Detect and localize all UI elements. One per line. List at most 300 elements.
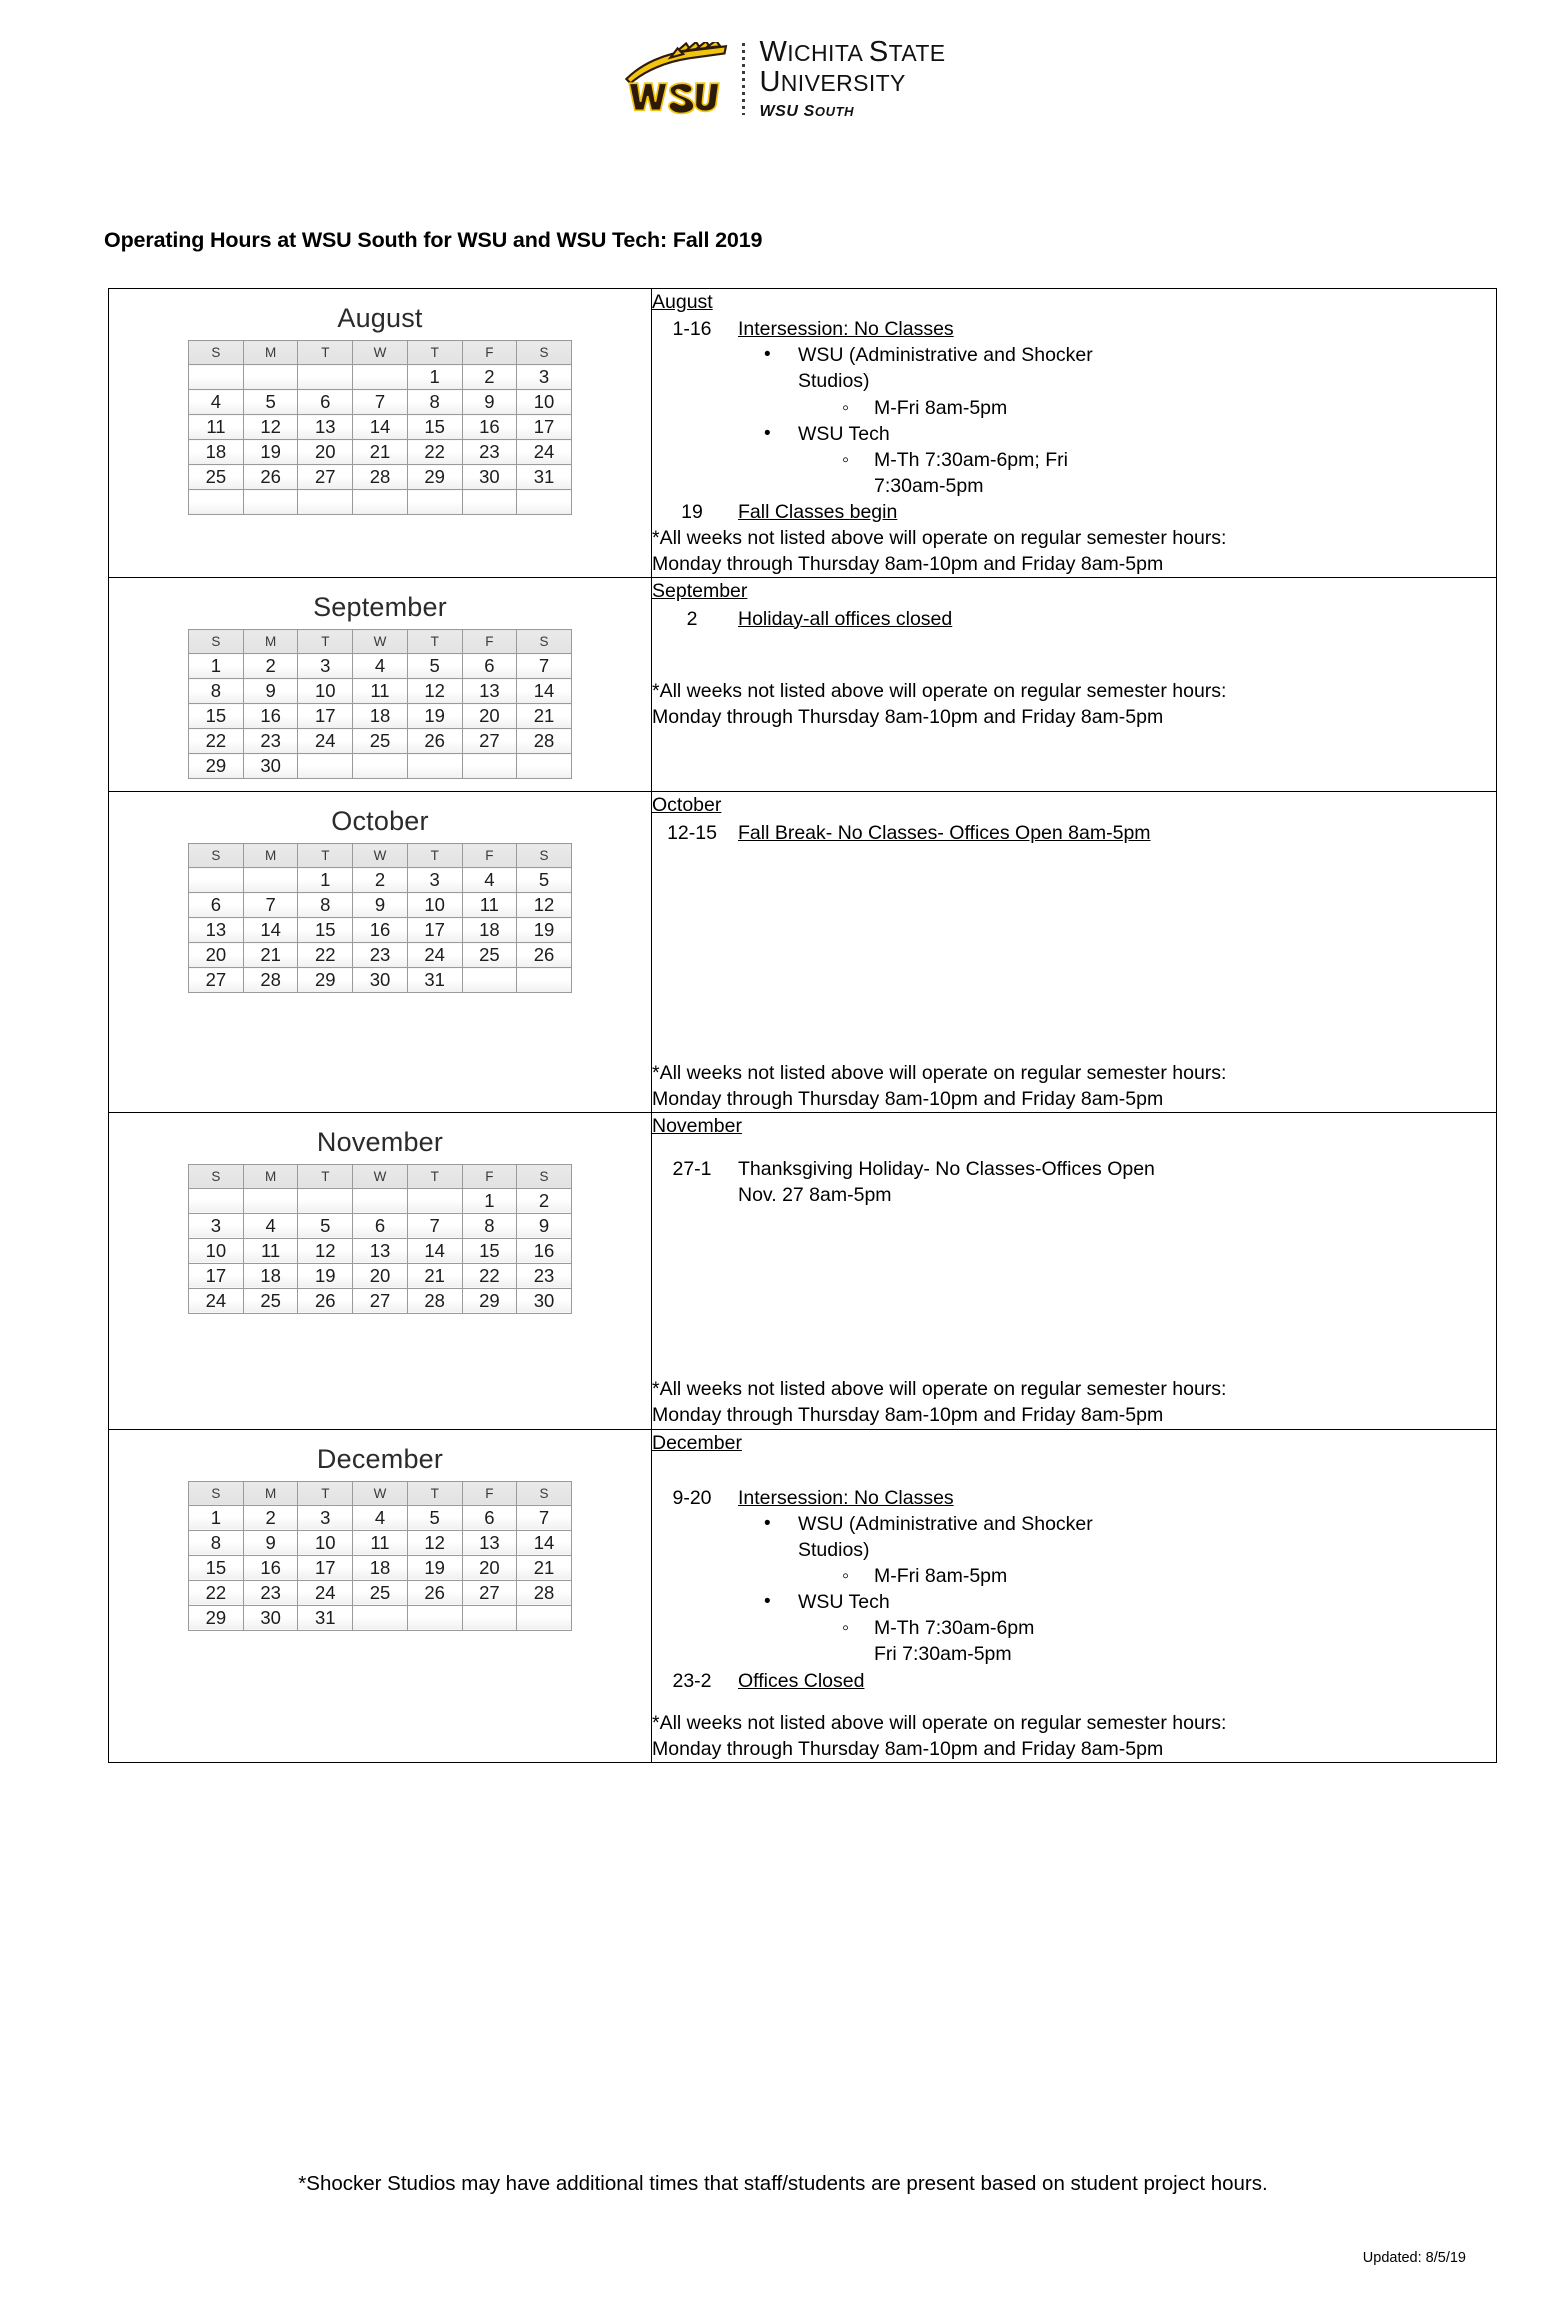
- calendar-week-row: [189, 943, 572, 968]
- calendar-week-row: [189, 868, 572, 893]
- day-cell: 25: [243, 1288, 298, 1313]
- day-cell: 18: [353, 704, 408, 729]
- month-heading-september: September: [652, 580, 748, 603]
- wsu-shocker-logo-icon: [620, 42, 728, 116]
- day-cell: 26: [517, 943, 572, 968]
- day-cell: [353, 754, 408, 779]
- calendar-grid-august: [188, 340, 572, 515]
- weekday-we: W: [353, 844, 408, 868]
- regular-hours-line1: *All weeks not listed above will operate on regular semester hours:: [652, 1378, 1227, 1401]
- day-cell: 13: [462, 1530, 517, 1555]
- day-cell: 22: [298, 943, 353, 968]
- day-cell: [407, 490, 462, 515]
- weekday-we: W: [353, 630, 408, 654]
- event-row-august-2: [652, 499, 1496, 525]
- day-cell: 30: [462, 465, 517, 490]
- day-cell: 2: [462, 365, 517, 390]
- day-cell: [298, 490, 353, 515]
- day-cell: 1: [189, 1505, 244, 1530]
- regular-hours-line1: *All weeks not listed above will operate on regular semester hours:: [652, 1061, 1227, 1084]
- regular-hours-note-november: [652, 1376, 1496, 1428]
- sub-bullets: [798, 1615, 1198, 1667]
- day-cell: 26: [407, 729, 462, 754]
- calendar-week-row: [189, 1555, 572, 1580]
- weekday-su: S: [189, 1164, 244, 1188]
- day-cell: [298, 1188, 353, 1213]
- page-title: Operating Hours at WSU South for WSU and WSU Tech: Fall 2019: [104, 228, 763, 252]
- day-cell: 17: [407, 918, 462, 943]
- day-cell: 25: [353, 1580, 408, 1605]
- notes-cell-october: [652, 792, 1497, 1113]
- sub-bullet-text-cont: 7:30am-5pm: [874, 474, 984, 497]
- sub-bullet-text: ◦ M-Fri 8am-5pm: [874, 395, 1198, 421]
- calendar-week-row: [189, 1238, 572, 1263]
- day-cell: 22: [189, 729, 244, 754]
- list-item: [798, 1589, 1198, 1667]
- day-cell: 3: [517, 365, 572, 390]
- event-description-line1: Thanksgiving Holiday- No Classes-Offices Open: [738, 1158, 1155, 1180]
- event-description: Fall Classes begin: [738, 501, 898, 523]
- day-cell: 23: [243, 729, 298, 754]
- event-row-december-1: [652, 1485, 1496, 1511]
- day-cell: 21: [517, 1555, 572, 1580]
- day-cell: 23: [517, 1263, 572, 1288]
- day-cell: 17: [298, 1555, 353, 1580]
- sub-bullets: [798, 1563, 1198, 1589]
- day-cell: 17: [189, 1263, 244, 1288]
- day-cell: 14: [243, 918, 298, 943]
- day-cell: [353, 1605, 408, 1630]
- day-cell: [189, 868, 244, 893]
- table-row-november: [109, 1112, 1497, 1429]
- regular-hours-note-september: [652, 678, 1496, 730]
- day-cell: 12: [407, 679, 462, 704]
- event-bullets-december: [652, 1511, 1496, 1668]
- calendar-weekday-header-row: [189, 1164, 572, 1188]
- day-cell: [353, 365, 408, 390]
- regular-hours-note-october: [652, 1060, 1496, 1112]
- spacer: [652, 1140, 1496, 1156]
- day-cell: 27: [462, 729, 517, 754]
- day-cell: [243, 1188, 298, 1213]
- day-cell: 2: [517, 1188, 572, 1213]
- day-cell: 26: [298, 1288, 353, 1313]
- day-cell: 20: [189, 943, 244, 968]
- day-cell: 4: [462, 868, 517, 893]
- day-cell: 10: [189, 1238, 244, 1263]
- bullet-text-cont: Studios): [798, 370, 870, 393]
- weekday-we: W: [353, 341, 408, 365]
- day-cell: 18: [189, 440, 244, 465]
- day-cell: 8: [298, 893, 353, 918]
- day-cell: 7: [243, 893, 298, 918]
- day-cell: 29: [189, 754, 244, 779]
- day-cell: 1: [462, 1188, 517, 1213]
- day-cell: [407, 1605, 462, 1630]
- day-cell: 30: [353, 968, 408, 993]
- day-cell: 8: [407, 390, 462, 415]
- day-cell: 13: [353, 1238, 408, 1263]
- weekday-fr: F: [462, 341, 517, 365]
- calendar-weekday-header-row: [189, 341, 572, 365]
- weekday-tu: T: [298, 341, 353, 365]
- campus-name: WSU SOUTH: [759, 103, 855, 121]
- spacer: [652, 846, 1496, 1060]
- month-heading-december: December: [652, 1431, 742, 1454]
- day-cell: 15: [462, 1238, 517, 1263]
- weekday-fr: F: [462, 844, 517, 868]
- weekday-mo: M: [243, 1481, 298, 1505]
- day-cell: 12: [243, 415, 298, 440]
- day-cell: 5: [407, 1505, 462, 1530]
- event-bullets-august: [652, 342, 1496, 499]
- day-cell: [298, 754, 353, 779]
- calendar-week-row: [189, 440, 572, 465]
- weekday-mo: M: [243, 1164, 298, 1188]
- day-cell: 25: [353, 729, 408, 754]
- calendar-week-row: [189, 1288, 572, 1313]
- day-cell: 23: [353, 943, 408, 968]
- event-row-september-1: [652, 606, 1496, 632]
- day-cell: 27: [189, 968, 244, 993]
- day-cell: 11: [189, 415, 244, 440]
- day-cell: [353, 1188, 408, 1213]
- day-cell: [517, 1605, 572, 1630]
- day-cell: 19: [407, 704, 462, 729]
- day-cell: 29: [407, 465, 462, 490]
- day-cell: 28: [243, 968, 298, 993]
- day-cell: 14: [517, 679, 572, 704]
- day-cell: 16: [243, 1555, 298, 1580]
- table-row-december: [109, 1429, 1497, 1762]
- weekday-fr: F: [462, 1481, 517, 1505]
- event-date: 9-20: [672, 1486, 712, 1509]
- day-cell: 15: [298, 918, 353, 943]
- calendar-cell-september: [109, 578, 652, 792]
- logo-divider: [742, 43, 745, 115]
- regular-hours-note-august: [652, 525, 1496, 577]
- calendar-week-row: [189, 465, 572, 490]
- weekday-su: S: [189, 1481, 244, 1505]
- event-date: 12-15: [667, 821, 717, 844]
- day-cell: 15: [189, 704, 244, 729]
- day-cell: 23: [243, 1580, 298, 1605]
- day-cell: 24: [407, 943, 462, 968]
- updated-date: Updated: 8/5/19: [1362, 2250, 1466, 2266]
- month-heading-october: October: [652, 794, 722, 817]
- day-cell: 16: [353, 918, 408, 943]
- spacer: [652, 1208, 1496, 1376]
- calendar-cell-december: [109, 1429, 652, 1762]
- day-cell: [243, 868, 298, 893]
- calendar-grid-september: [188, 629, 572, 779]
- day-cell: 19: [407, 1555, 462, 1580]
- day-cell: 7: [407, 1213, 462, 1238]
- day-cell: 13: [462, 679, 517, 704]
- calendar-week-row: [189, 365, 572, 390]
- spacer: [652, 1457, 1496, 1485]
- day-cell: 27: [462, 1580, 517, 1605]
- event-row-november-1: [652, 1156, 1496, 1208]
- footer-note: *Shocker Studios may have additional times that staff/students are present based on student project hours.: [298, 2172, 1268, 2195]
- day-cell: 2: [243, 654, 298, 679]
- day-cell: 9: [353, 893, 408, 918]
- day-cell: 7: [353, 390, 408, 415]
- calendar-week-row: [189, 729, 572, 754]
- regular-hours-line1: *All weeks not listed above will operate on regular semester hours:: [652, 527, 1227, 550]
- day-cell: 5: [517, 868, 572, 893]
- weekday-tu: T: [298, 1481, 353, 1505]
- day-cell: 12: [517, 893, 572, 918]
- day-cell: 6: [462, 1505, 517, 1530]
- day-cell: 9: [243, 679, 298, 704]
- day-cell: 22: [189, 1580, 244, 1605]
- day-cell: 24: [189, 1288, 244, 1313]
- day-cell: 4: [353, 1505, 408, 1530]
- day-cell: 16: [517, 1238, 572, 1263]
- table-row-august: [109, 289, 1497, 578]
- sub-bullet-text: ◦ M-Th 7:30am-6pm; Fri: [874, 447, 1198, 473]
- day-cell: 3: [298, 1505, 353, 1530]
- notes-cell-december: [652, 1429, 1497, 1762]
- day-cell: [353, 490, 408, 515]
- day-cell: 3: [189, 1213, 244, 1238]
- regular-hours-line2: Monday through Thursday 8am-10pm and Friday 8am-5pm: [652, 1737, 1164, 1760]
- sub-bullets: [798, 395, 1198, 421]
- sub-bullet-text: ◦ M-Fri 8am-5pm: [874, 1563, 1198, 1589]
- weekday-mo: M: [243, 630, 298, 654]
- day-cell: [189, 365, 244, 390]
- calendar-weekday-header-row: [189, 844, 572, 868]
- calendar-week-row: [189, 754, 572, 779]
- calendar-week-row: [189, 1530, 572, 1555]
- calendar-week-row: [189, 918, 572, 943]
- day-cell: 11: [353, 1530, 408, 1555]
- day-cell: 21: [517, 704, 572, 729]
- calendar-weekday-header-row: [189, 630, 572, 654]
- sub-bullets: [798, 447, 1198, 499]
- day-cell: 16: [243, 704, 298, 729]
- day-cell: 8: [462, 1213, 517, 1238]
- day-cell: 5: [243, 390, 298, 415]
- day-cell: 16: [462, 415, 517, 440]
- day-cell: 15: [407, 415, 462, 440]
- calendar-week-row: [189, 1580, 572, 1605]
- day-cell: 10: [407, 893, 462, 918]
- day-cell: 14: [353, 415, 408, 440]
- calendar-title-october: October: [331, 806, 429, 837]
- day-cell: [462, 968, 517, 993]
- day-cell: 20: [353, 1263, 408, 1288]
- day-cell: 5: [298, 1213, 353, 1238]
- day-cell: 28: [517, 729, 572, 754]
- calendar-grid-october: [188, 843, 572, 993]
- day-cell: 31: [407, 968, 462, 993]
- weekday-tu: T: [298, 844, 353, 868]
- day-cell: 2: [353, 868, 408, 893]
- calendar-week-row: [189, 679, 572, 704]
- university-name-line2: UNIVERSITY: [759, 65, 906, 98]
- weekday-tu: T: [298, 1164, 353, 1188]
- weekday-su: S: [189, 844, 244, 868]
- day-cell: 17: [517, 415, 572, 440]
- day-cell: [189, 490, 244, 515]
- day-cell: 12: [407, 1530, 462, 1555]
- day-cell: 8: [189, 1530, 244, 1555]
- event-description: [738, 1156, 1496, 1208]
- day-cell: 6: [353, 1213, 408, 1238]
- day-cell: 10: [517, 390, 572, 415]
- weekday-mo: M: [243, 341, 298, 365]
- weekday-su: S: [189, 630, 244, 654]
- list-item: [874, 395, 1198, 421]
- day-cell: 26: [407, 1580, 462, 1605]
- day-cell: [517, 490, 572, 515]
- day-cell: 18: [462, 918, 517, 943]
- day-cell: 29: [189, 1605, 244, 1630]
- day-cell: 11: [353, 679, 408, 704]
- day-cell: 19: [243, 440, 298, 465]
- weekday-th: T: [407, 1481, 462, 1505]
- day-cell: 7: [517, 654, 572, 679]
- weekday-th: T: [407, 341, 462, 365]
- notes-cell-september: [652, 578, 1497, 792]
- day-cell: 25: [462, 943, 517, 968]
- weekday-fr: F: [462, 1164, 517, 1188]
- sub-bullet-text: ◦ M-Th 7:30am-6pm: [874, 1615, 1198, 1641]
- weekday-tu: T: [298, 630, 353, 654]
- bullet-text: • WSU Tech: [798, 1589, 1198, 1615]
- event-row-august-1: [652, 316, 1496, 342]
- day-cell: 29: [298, 968, 353, 993]
- bullet-text: • WSU Tech: [798, 421, 1198, 447]
- weekday-sa: S: [517, 1481, 572, 1505]
- regular-hours-note-december: [652, 1710, 1496, 1762]
- table-row-october: [109, 792, 1497, 1113]
- day-cell: 11: [462, 893, 517, 918]
- day-cell: 28: [407, 1288, 462, 1313]
- day-cell: 22: [462, 1263, 517, 1288]
- calendar-week-row: [189, 1505, 572, 1530]
- bullet-text: • WSU (Administrative and Shocker: [798, 1511, 1198, 1537]
- day-cell: 14: [407, 1238, 462, 1263]
- sub-bullet-text-cont: Fri 7:30am-5pm: [874, 1643, 1012, 1666]
- day-cell: [462, 1605, 517, 1630]
- weekday-we: W: [353, 1481, 408, 1505]
- day-cell: 17: [298, 704, 353, 729]
- day-cell: 27: [353, 1288, 408, 1313]
- calendar-weekday-header-row: [189, 1481, 572, 1505]
- calendar-week-row: [189, 390, 572, 415]
- day-cell: 25: [189, 465, 244, 490]
- day-cell: 19: [298, 1263, 353, 1288]
- wsu-logo-header: [0, 38, 1566, 120]
- day-cell: 6: [298, 390, 353, 415]
- calendar-week-row: [189, 1213, 572, 1238]
- day-cell: 21: [353, 440, 408, 465]
- day-cell: 20: [298, 440, 353, 465]
- table-row-september: [109, 578, 1497, 792]
- list-item: [874, 447, 1198, 499]
- day-cell: 30: [243, 1605, 298, 1630]
- list-item: [874, 1615, 1198, 1667]
- bullet-text-cont: Studios): [798, 1538, 870, 1561]
- weekday-th: T: [407, 844, 462, 868]
- calendar-cell-november: [109, 1112, 652, 1429]
- weekday-su: S: [189, 341, 244, 365]
- day-cell: [243, 365, 298, 390]
- event-description: Intersession: No Classes: [738, 318, 954, 341]
- day-cell: 24: [298, 729, 353, 754]
- day-cell: 31: [517, 465, 572, 490]
- day-cell: 29: [462, 1288, 517, 1313]
- weekday-sa: S: [517, 844, 572, 868]
- day-cell: [462, 754, 517, 779]
- calendar-week-row: [189, 968, 572, 993]
- operating-hours-table: [108, 288, 1497, 1763]
- day-cell: 6: [189, 893, 244, 918]
- day-cell: [517, 754, 572, 779]
- day-cell: 4: [353, 654, 408, 679]
- weekday-sa: S: [517, 630, 572, 654]
- day-cell: 3: [407, 868, 462, 893]
- day-cell: 9: [243, 1530, 298, 1555]
- regular-hours-line1: *All weeks not listed above will operate on regular semester hours:: [652, 679, 1227, 702]
- day-cell: 21: [407, 1263, 462, 1288]
- regular-hours-line2: Monday through Thursday 8am-10pm and Friday 8am-5pm: [652, 1087, 1164, 1110]
- day-cell: 1: [298, 868, 353, 893]
- spacer: [652, 632, 1496, 678]
- day-cell: [407, 1188, 462, 1213]
- day-cell: 4: [189, 390, 244, 415]
- regular-hours-line2: Monday through Thursday 8am-10pm and Friday 8am-5pm: [652, 705, 1164, 728]
- day-cell: 23: [462, 440, 517, 465]
- calendar-title-august: August: [337, 303, 423, 333]
- weekday-th: T: [407, 630, 462, 654]
- event-date: 27-1: [672, 1158, 712, 1180]
- regular-hours-line2: Monday through Thursday 8am-10pm and Friday 8am-5pm: [652, 553, 1164, 576]
- day-cell: 5: [407, 654, 462, 679]
- university-name-line1: WICHITA STATE: [759, 36, 946, 68]
- spacer: [652, 1694, 1496, 1710]
- day-cell: 3: [298, 654, 353, 679]
- list-item: [798, 421, 1198, 499]
- day-cell: 18: [243, 1263, 298, 1288]
- day-cell: 19: [517, 918, 572, 943]
- list-item: [874, 1563, 1198, 1589]
- day-cell: 31: [298, 1605, 353, 1630]
- day-cell: 26: [243, 465, 298, 490]
- day-cell: 30: [517, 1288, 572, 1313]
- event-description: Intersession: No Classes: [738, 1486, 954, 1509]
- calendar-grid-december: [188, 1481, 572, 1631]
- calendar-title-september: September: [313, 592, 447, 623]
- weekday-fr: F: [462, 630, 517, 654]
- day-cell: 28: [353, 465, 408, 490]
- notes-cell-august: [652, 289, 1497, 578]
- notes-cell-november: [652, 1112, 1497, 1429]
- day-cell: 20: [462, 1555, 517, 1580]
- day-cell: 11: [243, 1238, 298, 1263]
- day-cell: 7: [517, 1505, 572, 1530]
- day-cell: 20: [462, 704, 517, 729]
- day-cell: 12: [298, 1238, 353, 1263]
- day-cell: [407, 754, 462, 779]
- event-description-line2: Nov. 27 8am-5pm: [738, 1184, 892, 1207]
- day-cell: 9: [462, 390, 517, 415]
- day-cell: 10: [298, 679, 353, 704]
- day-cell: 1: [407, 365, 462, 390]
